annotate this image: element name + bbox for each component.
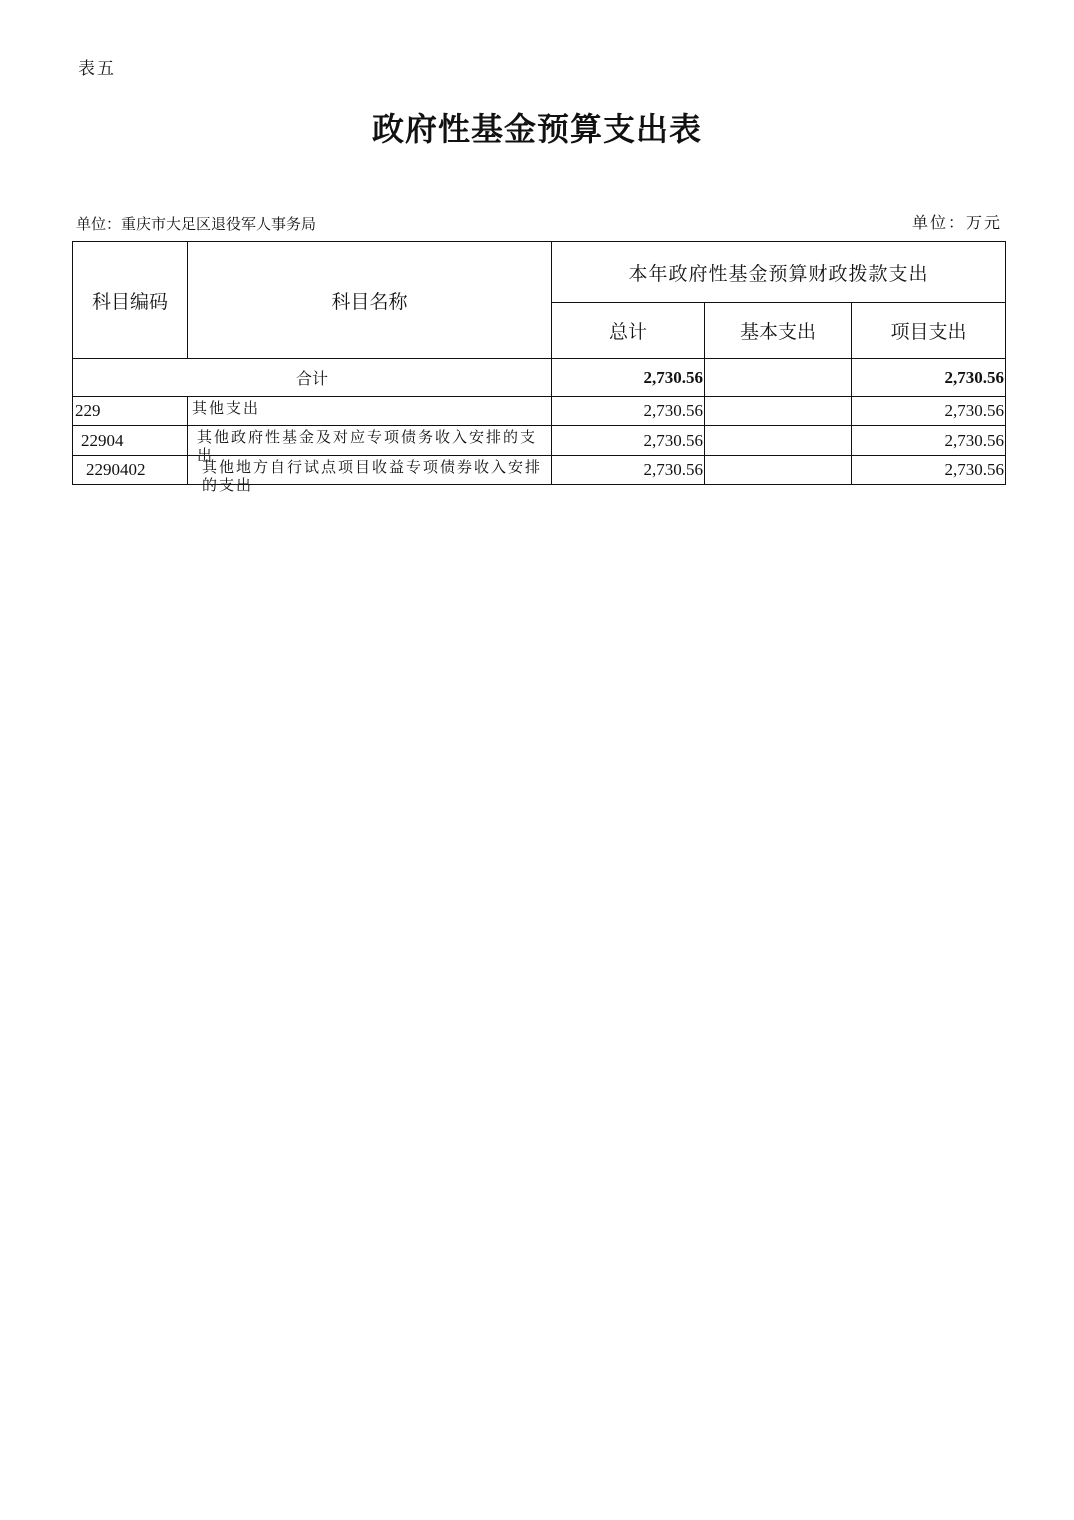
row-project: 2,730.56 — [852, 397, 1006, 426]
header-name: 科目名称 — [188, 242, 552, 359]
budget-table — [72, 241, 1006, 494]
row-basic — [705, 426, 852, 456]
page-title: 政府性基金预算支出表 — [371, 110, 702, 148]
total-label: 合计 — [73, 359, 552, 397]
header-total: 总计 — [552, 303, 705, 359]
header-group: 本年政府性基金预算财政拨款支出 — [552, 242, 1006, 303]
unit-currency: 单位：万元 — [911, 213, 1002, 232]
row-name — [188, 426, 552, 464]
row-name-text: 其他政府性基金及对应专项债务收入安排的支出 — [197, 428, 538, 464]
row-total: 2,730.56 — [552, 397, 705, 426]
total-project: 2,730.56 — [852, 359, 1006, 397]
table-row — [73, 397, 1006, 426]
row-project: 2,730.56 — [852, 426, 1006, 456]
header-project: 项目支出 — [852, 303, 1006, 359]
row-code: 2290402 — [73, 456, 188, 485]
total-total: 2,730.56 — [552, 359, 705, 397]
row-name — [188, 397, 552, 426]
header-basic: 基本支出 — [705, 303, 852, 359]
table-number: 表五 — [78, 59, 116, 79]
row-total: 2,730.56 — [552, 426, 705, 456]
row-name-text: 其他地方自行试点项目收益专项债券收入安排的支出 — [202, 458, 543, 494]
row-basic — [705, 456, 852, 485]
header-code: 科目编码 — [73, 242, 188, 359]
unit-organization: 单位：重庆市大足区退役军人事务局 — [76, 215, 317, 233]
row-total: 2,730.56 — [552, 456, 705, 485]
row-basic — [705, 397, 852, 426]
row-name-text: 其他支出 — [192, 399, 261, 417]
row-name — [188, 456, 552, 494]
row-project: 2,730.56 — [852, 456, 1006, 485]
total-row — [73, 359, 1006, 397]
row-code: 229 — [73, 397, 188, 426]
table-row — [73, 456, 1006, 485]
row-code: 22904 — [73, 426, 188, 456]
total-basic — [705, 359, 852, 397]
table-row — [73, 426, 1006, 456]
